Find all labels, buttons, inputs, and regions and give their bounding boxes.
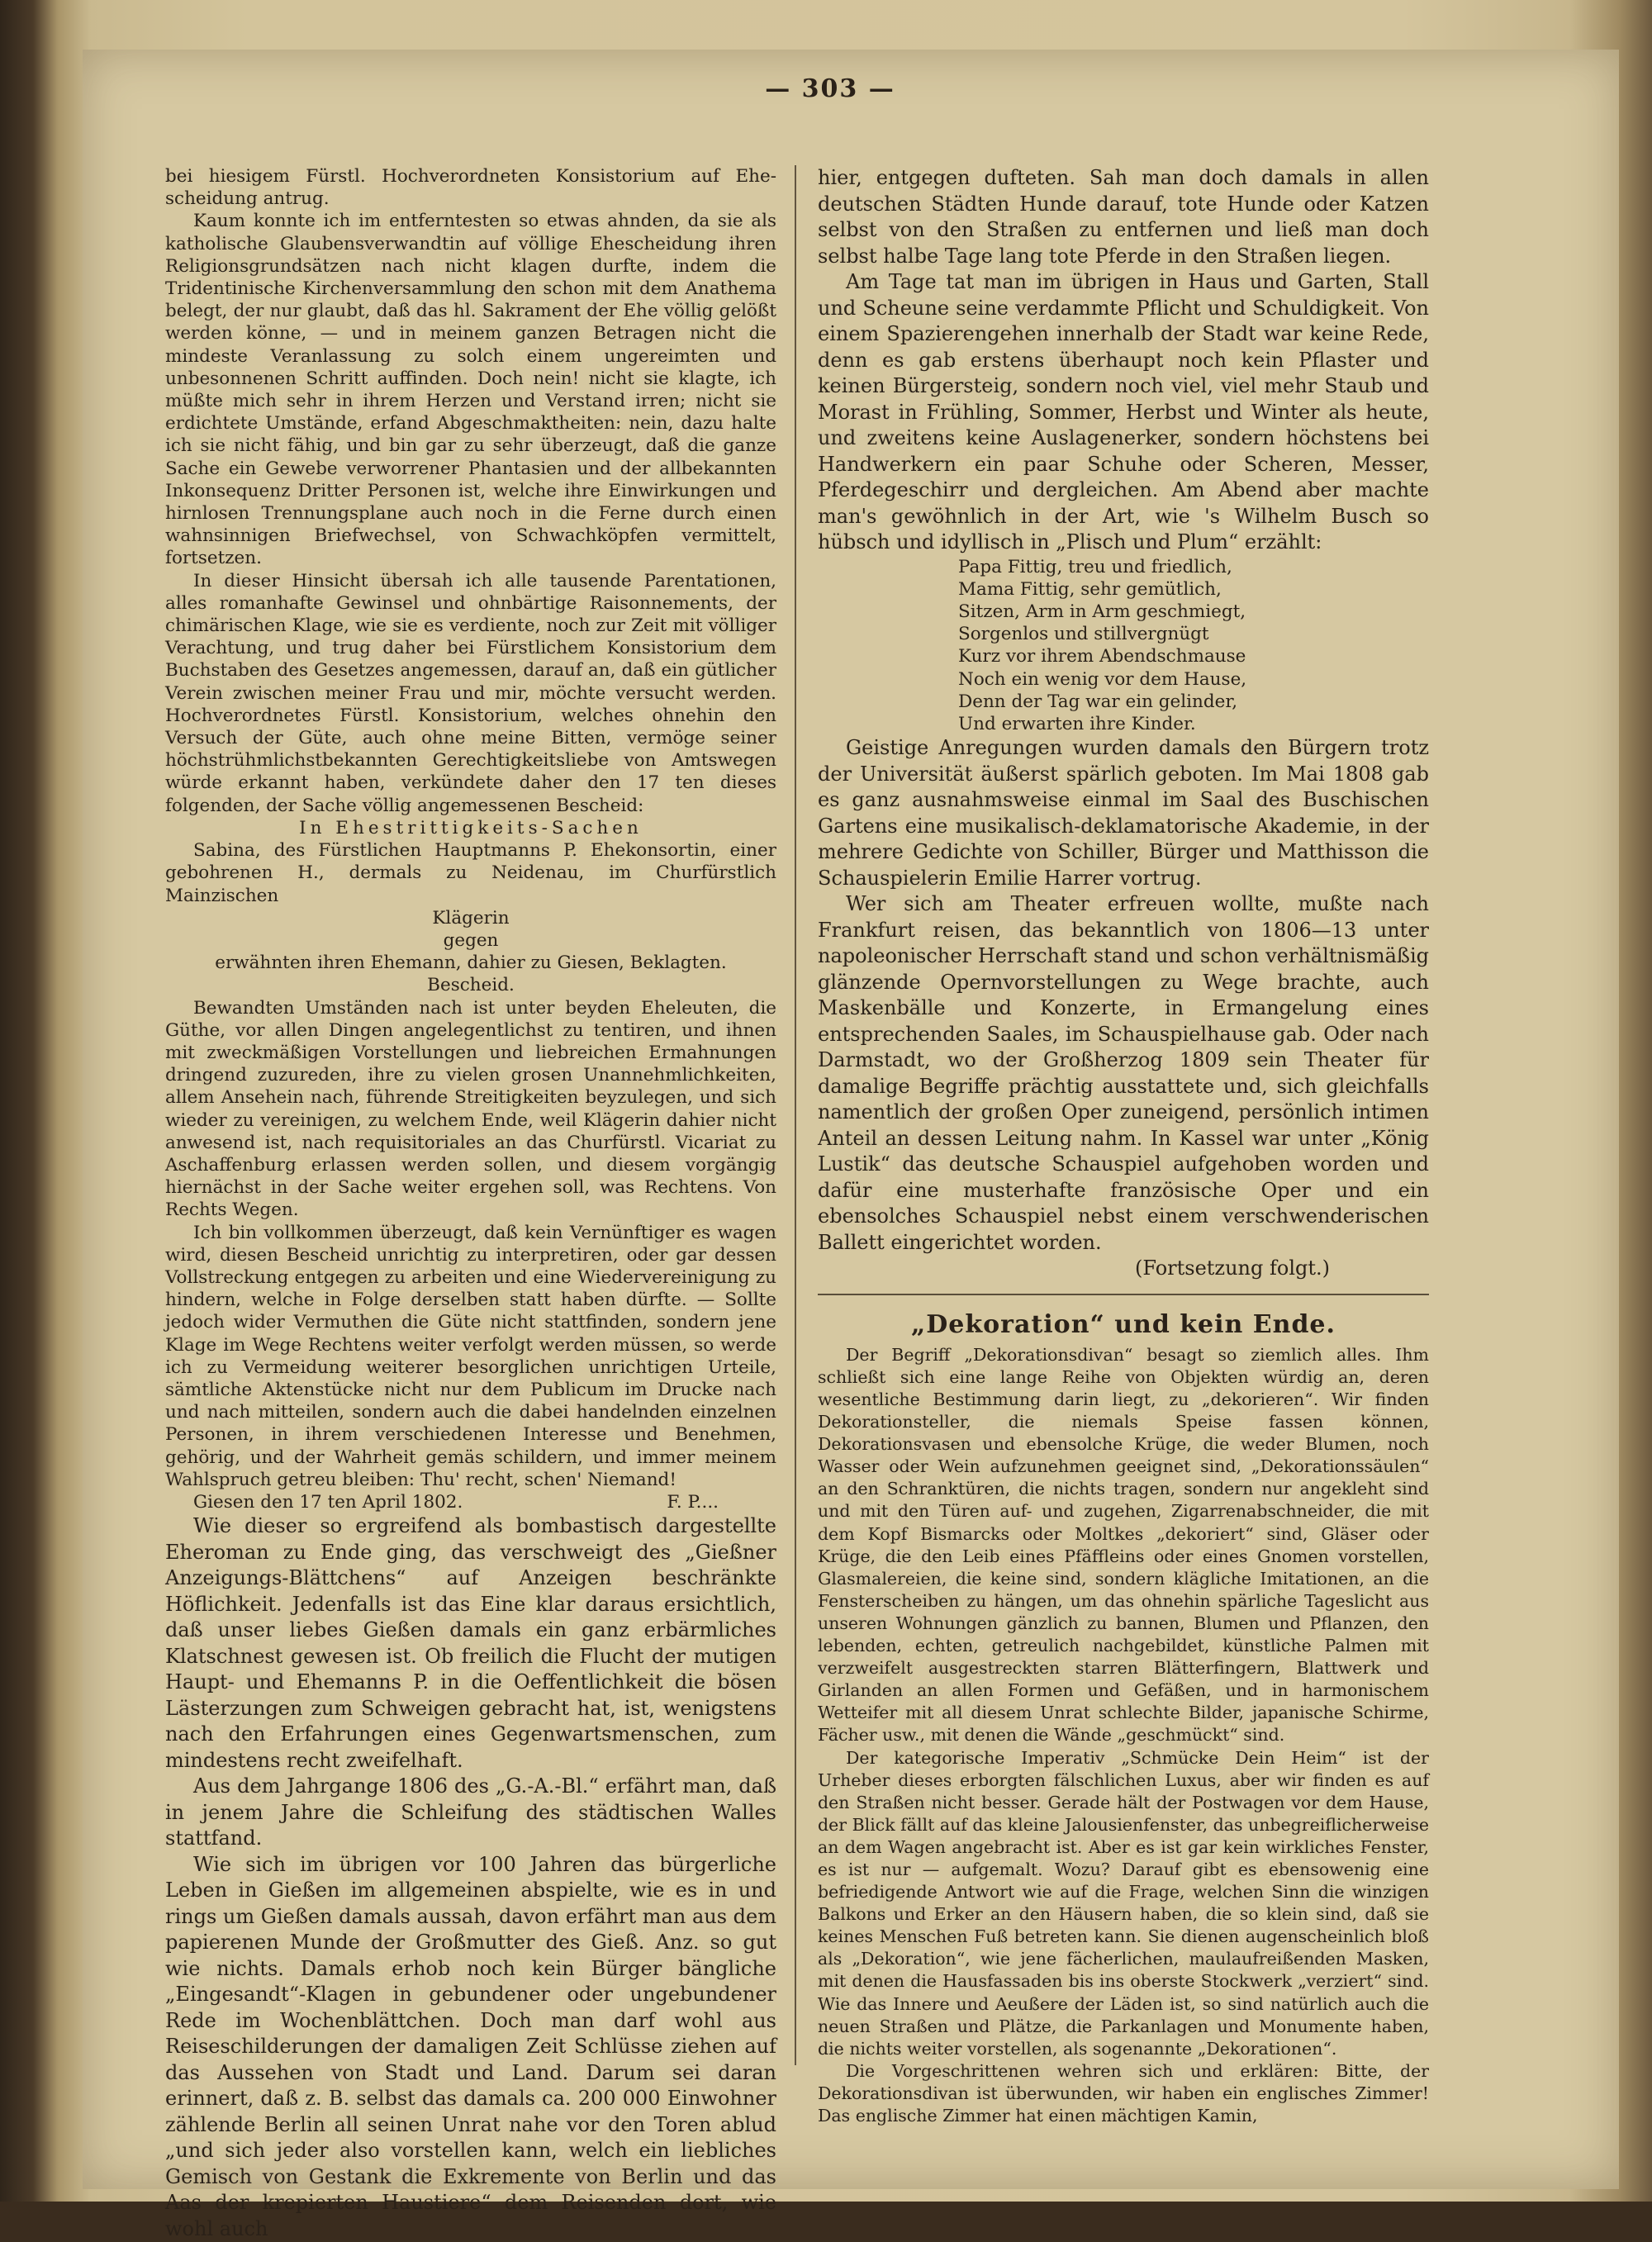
- signature-name: F. P....: [667, 1491, 719, 1513]
- paragraph: Kaum konnte ich im entferntesten so etwas ahnden, da sie als katholische Glaubensverwandtin auf völlige Ehescheidung ihren Religionsgrundsätzen nach nicht klagen durfte, indem die Tridentinische Kirchenversammlung den schon mit dem Anathema belegt, der nur glaubt, daß das hl. Sakrament der Ehe völlig gelößt werden könne, — und in meinem ganzen Betragen nicht die mindeste Veranlassung zu solch einem ungereimten und unbesonnenen Schritt auffinden. Doch nein! nicht sie klagte, ich müßte mich sehr in ihrem Herzen und Verstand irren; nicht sie erdichtete Umstände, erfand Abgeschmaktheiten: nein, dazu halte ich sie nicht fähig, und bin gar zu sehr überzeugt, daß die ganze Sache ein Gewebe verworrener Phantasien und der allbekannten Inkonsequenz Dritter Personen ist, welche ihre Einwirkungen und hirnlosen Trennungsplane auch noch in die Ferne durch einen wahnsinnigen Briefwechsel, von Schwachköpfen vermittelt, fortsetzen.: [165, 211, 776, 569]
- paragraph: Wie sich im übrigen vor 100 Jahren das bürgerliche Leben in Gießen im allgemeinen abspielte, wie es in und rings um Gießen damals aussah, davon erfährt man aus dem papierenen Munde der Großmutter des Gieß. Anz. so gut wie nichts. Damals erhob noch kein Bürger bängliche „Eingesandt“-Klagen in gebundener oder ungebundener Rede im Wochenblättchen. Doch man darf wohl aus Reiseschilderungen der damaligen Zeit Schlüsse ziehen auf das Aussehen von Stadt und Land. Darum sei daran erinnert, daß z. B. selbst das damals ca. 200 000 Einwohner zählende Berlin all seinen Unrat nahe vor den Toren ablud „und sich jeder also vorstellen kann, welch ein liebliches Gemisch von Gestank die Exkremente von Berlin und das Aas der krepierten Haustiere“ dem Reisenden dort, wie wohl auch: [165, 1852, 776, 2240]
- signature-place-date: Giesen den 17 ten April 1802.: [193, 1491, 463, 1513]
- poem-line: Noch ein wenig vor dem Hause,: [958, 668, 1247, 690]
- poem-line: Mama Fittig, sehr gemütlich,: [958, 578, 1222, 600]
- poem-line: Sorgenlos und stillvergnügt: [958, 624, 1209, 645]
- paragraph: Aus dem Jahrgange 1806 des „G.-A.-Bl.“ erfährt man, daß in jenem Jahre die Schleifung des städtischen Walles stattfand.: [165, 1774, 776, 1850]
- left-column: [165, 165, 776, 2242]
- continuation-note: (Fortsetzung folgt.): [1135, 1256, 1330, 1280]
- paragraph: In dieser Hinsicht übersah ich alle tausende Parentationen, alles romanhafte Gewinsel und ohnbärtige Raisonnements, der chimärischen Klage, wie sie es verdiente, noch zur Zeit mit völliger Verachtung, und trug daher bei Fürstlichem Konsistorium dem Buchstaben des Gesetzes angemessen, darauf an, daß ein gütlicher Verein zwischen meiner Frau und mir, möchte versucht werden. Hochverordnetes Fürstl. Konsistorium, welches ohnehin den Versuch der Güte, auch ohne meine Bitten, vermöge seiner höchstrühmlichstbekannten Gerechtigkeitsliebe von Amtswegen würde erkannt haben, verkündete daher den 17 ten dieses folgenden, der Sache völlig angemessenen Bescheid:: [165, 570, 776, 816]
- column-divider: [795, 165, 796, 2065]
- poem-line: Papa Fittig, treu und friedlich,: [958, 556, 1232, 577]
- poem-quote: [958, 556, 1429, 736]
- decree-text: Bewandten Umständen nach ist unter beyden Eheleuten, die Güthe, vor allen Dingen angelegentlichst zu tentiren, und ihnen mit zweckmäßigen Vorstellungen und liebreichen Ermahnungen dringend zuzureden, ihre zu vielen grosen Unannehmlichkeiten, allem Ansehein nach, führende Streitigkeiten beyzulegen, und sich wieder zu vereinigen, zu welchem Ende, weil Klägerin dahier nicht anwesend ist, nach requisitoriales an das Churfürstl. Vicariat zu Aschaffenburg erlassen werden sollen, und diesem vorgängig hiernächst in der Sache weiter ergehen soll, was Rechtens. Von Rechts Wegen.: [165, 997, 776, 1221]
- poem-line: Sitzen, Arm in Arm geschmiegt,: [958, 601, 1246, 622]
- paragraph: Am Tage tat man im übrigen in Haus und Garten, Stall und Scheune seine verdammte Pflicht und Schuldigkeit. Von einem Spazierengehen innerhalb der Stadt war keine Rede, denn es gab erstens überhaupt noch kein Pflaster und keinen Bürgersteig, sondern noch viel, viel mehr Staub und Morast in Frühling, Sommer, Herbst und Winter als heute, und zweitens keine Auslagenerker, sondern höchstens bei Handwerkern ein paar Schuhe oder Scheren, Messer, Pferdegeschirr und dergleichen. Am Abend aber machte man's gewöhnlich in der Art, wie 's Wilhelm Busch so hübsch und idyllisch in „Plisch und Plum“ erzählt:: [818, 270, 1429, 553]
- paragraph: Der Begriff „Dekorationsdivan“ besagt so ziemlich alles. Ihm schließt sich eine lange Reihe von Objekten würdig an, deren wesentliche Bestimmung darin liegt, zu „dekorieren“. Wir finden Dekorationsteller, die niemals Speise fassen können, Dekorationsvasen und ebensolche Krüge, die weder Blumen, noch Wasser oder Wein aufzunehmen geeignet sind, „Dekorationssäulen“ an den Schranktüren, die nichts tragen, sondern nur angekleht sind und mit den Türen auf- und zugehen, Zigarrenabschneider, die mit dem Kopf Bismarcks oder Moltkes „dekoriert“ sind, Gläser oder Krüge, die den Leib eines Pfäffleins oder eines Gnomen vorstellen, Glasmalereien, die keine sind, sondern klägliche Imitationen, an die Fensterscheiben zu hängen, um das ohnehin spärliche Tageslicht aus unseren Wohnungen gänzlich zu bannen, Blumen und Pflanzen, den lebenden, echten, getreulich nachgebildet, künstliche Palmen mit verzweifelt ausgestreckten starren Blätterfingern, Blattwerk und Girlanden an allen Formen und Gefäßen, und in harmonischem Wetteifer mit all diesem Unrat schlechte Bilder, japanische Schirme, Fächer usw., mit denen die Wände „geschmückt“ sind.: [818, 1344, 1429, 1746]
- decree-heading: In Ehestrittigkeits-Sachen: [299, 817, 643, 838]
- section-rule: [818, 1294, 1429, 1295]
- right-column: [818, 165, 1429, 2127]
- decree-parties: Sabina, des Fürstlichen Hauptmanns P. Ehekonsortin, einer gebohrenen H., dermals zu Neidenau, im Churfürstlich Mainzischen: [165, 840, 776, 906]
- defendant-line: erwähnten ihren Ehemann, dahier zu Giesen, Beklagten.: [215, 952, 727, 974]
- poem-line: Kurz vor ihrem Abendschmause: [958, 646, 1246, 667]
- paragraph: Ich bin vollkommen überzeugt, daß kein Vernünftiger es wagen wird, diesen Bescheid unrichtig zu interpretiren, oder gar dessen Vollstreckung entgegen zu arbeiten und eine Wiedervereinigung zu hindern, welche in Folge derselben statt haben dürfte. — Sollte jedoch wider Vermuthen die Güte nicht stattfinden, sondern jene Klage im Wege Rechtens weiter verfolgt werden müssen, so werde ich zu Vermeidung weiterer besorglichen unrichtigen Urteile, sämtliche Aktenstücke nicht nur dem Publicum im Drucke nach und nach mitteilen, sondern auch die dabei handelnden einzelnen Personen, in ihrem verschiedenen Interesse und Benehmen, gehörig, und der Wahrheit gemäs schildern, und immer meinem Wahlspruch getreu bleiben: Thu' recht, schen' Niemand!: [165, 1222, 776, 1490]
- poem-line: Und erwarten ihre Kinder.: [958, 713, 1196, 734]
- poem-line: Denn der Tag war ein gelinder,: [958, 691, 1238, 712]
- paragraph: Die Vorgeschrittenen wehren sich und erklären: Bitte, der Dekorationsdivan ist überwunden, wir haben ein englisches Zimmer! Das englische Zimmer hat einen mächtigen Kamin,: [818, 2060, 1429, 2126]
- paragraph: Wer sich am Theater erfreuen wollte, mußte nach Frankfurt reisen, das bekanntlich von 1806—13 unter napoleonischer Herrschaft stand und schon verhältnismäßig glänzende Opernvorstellungen zu Wege brachte, auch Maskenbälle und Konzerte, in Ermangelung eines entsprechenden Saales, im Schauspielhause gab. Oder nach Darmstadt, wo der Großherzog 1809 sein Theater für damalige Begriffe prächtig ausstattete und, sich gleichfalls namentlich der großen Oper zuneigend, persönlich intimen Anteil an dessen Leitung nahm. In Kassel war unter „König Lustik“ das deutsche Schauspiel aufgehoben worden und dafür eine musterhafte französische Oper und ein ebensolches Schauspiel nebst einem verschwenderischen Ballett eingerichtet worden.: [818, 892, 1429, 1254]
- paragraph: bei hiesigem Fürstl. Hochverordneten Konsistorium auf Ehe-scheidung antrug.: [165, 166, 776, 210]
- page-number: — 303 —: [765, 74, 895, 103]
- paragraph: Wie dieser so ergreifend als bombastisch dargestellte Eheroman zu Ende ging, das verschweigt des „Gießner Anzeigungs-Blättchens“ auf Anzeigen beschränkte Höflichkeit. Jedenfalls ist das Eine klar daraus ersichtlich, daß unser liebes Gießen damals ein ganz erbärmliches Klatschnest gewesen ist. Ob freilich die Flucht der mutigen Haupt- und Ehemanns P. in die Oeffentlichkeit die bösen Lästerzungen zum Schweigen gebracht hat, ist, wenigstens nach den Erfahrungen eines Gegenwartsmenschen, zum mindestens recht zweifelhaft.: [165, 1514, 776, 1772]
- decree-title: Bescheid.: [427, 975, 515, 996]
- article-title: „Dekoration“ und kein Ende.: [911, 1309, 1336, 1339]
- plaintiff-label: Klägerin: [432, 907, 510, 929]
- signature-line: [165, 1491, 776, 1513]
- paragraph: Der kategorische Imperativ „Schmücke Dein Heim“ ist der Urheber dieses erborgten fälschlichen Luxus, aber wir finden es auf den Straßen nicht besser. Gerade hält der Postwagen vor dem Hause, der Blick fällt auf das kleine Jalousienfenster, das unbegreiflicherweise an dem Wagen angebracht ist. Aber es ist gar kein wirkliches Fenster, es ist nur — aufgemalt. Wozu? Darauf gibt es ebensowenig eine befriedigende Antwort wie auf die Frage, welchen Sinn die winzigen Balkons und Erker an den Häusern haben, die so klein sind, daß sie keines Menschen Fuß betreten kann. Sie dienen augenscheinlich bloß als „Dekoration“, wie jene fächerlichen, maulaufreißenden Masken, mit denen die Hausfassaden bis ins oberste Stockwerk „verziert“ sind. Wie das Innere und Aeußere der Läden ist, so sind natürlich auch die neuen Straßen und Plätze, die Parkanlagen und Monumente haben, die nichts weiter vorstellen, als sogenannte „Dekorationen“.: [818, 1747, 1430, 2059]
- paragraph: hier, entgegen dufteten. Sah man doch damals in allen deutschen Städten Hunde darauf, tote Hunde oder Katzen selbst von den Straßen zu entfernen und ließ man doch selbst halbe Tage lang tote Pferde in den Straßen liegen.: [818, 166, 1429, 268]
- against-label: gegen: [443, 929, 499, 951]
- paragraph: Geistige Anregungen wurden damals den Bürgern trotz der Universität äußerst spärlich geboten. Im Mai 1808 gab es ganz ausnahmsweise einmal im Saal des Buschischen Gartens eine musikalisch-deklamatorische Akademie, in der mehrere Gedichte von Schiller, Bürger und Matthisson die Schauspielerin Emilie Harrer vortrug.: [818, 736, 1429, 890]
